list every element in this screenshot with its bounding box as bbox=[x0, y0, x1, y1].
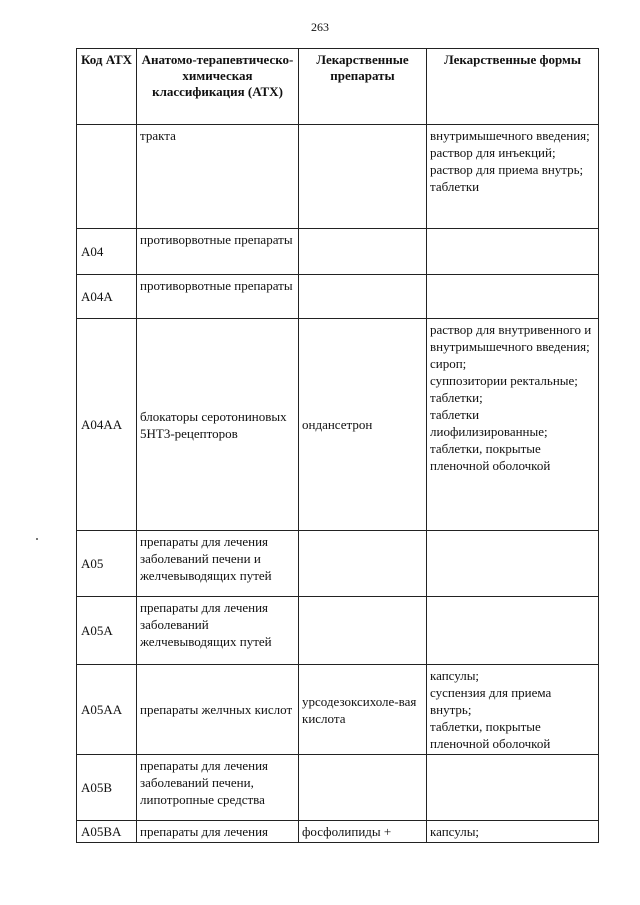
atx-classification-cell: препараты для лечения заболеваний желчевыводящих путей bbox=[137, 597, 299, 665]
atx-classification-cell: препараты желчных кислот bbox=[137, 665, 299, 755]
dosage-form-item: раствор для внутривенного и внутримышечного введения; bbox=[430, 322, 592, 354]
atx-code-cell bbox=[77, 125, 137, 229]
table-row bbox=[77, 275, 599, 319]
dosage-forms-cell bbox=[427, 229, 599, 275]
dosage-form-item: таблетки bbox=[430, 179, 480, 194]
dosage-form-item: таблетки; bbox=[430, 390, 483, 405]
dosage-form-item: таблетки, покрытые пленочной оболочкой bbox=[430, 441, 551, 473]
atx-code-cell: A04 bbox=[77, 229, 137, 275]
dosage-form-item: таблетки лиофилизированные; bbox=[430, 407, 548, 439]
drug-cell: фосфолипиды + bbox=[299, 821, 427, 843]
drug-cell: урсодезоксихоле-вая кислота bbox=[299, 665, 427, 755]
atx-code-cell: A05BA bbox=[77, 821, 137, 843]
dosage-form-item: суспензия для приема внутрь; bbox=[430, 685, 552, 717]
dosage-form-item: внутримышечного введения; bbox=[430, 128, 590, 143]
dosage-forms-cell bbox=[427, 531, 599, 597]
dosage-form-item: таблетки, покрытые пленочной оболочкой bbox=[430, 719, 551, 751]
dosage-forms-cell bbox=[427, 755, 599, 821]
dosage-forms-cell bbox=[427, 275, 599, 319]
header-atx-classification: Анатомо-терапевтическо-химическая классификация (АТХ) bbox=[137, 49, 299, 125]
table-row bbox=[77, 531, 599, 597]
header-dosage-forms: Лекарственные формы bbox=[427, 49, 599, 125]
atx-classification-cell: противорвотные препараты bbox=[137, 275, 299, 319]
drug-cell bbox=[299, 597, 427, 665]
drug-cell: ондансетрон bbox=[299, 319, 427, 531]
table-row bbox=[77, 665, 599, 755]
header-drugs: Лекарственные препараты bbox=[299, 49, 427, 125]
atx-classification-cell: блокаторы серотониновых 5HT3-рецепторов bbox=[137, 319, 299, 531]
table-row bbox=[77, 597, 599, 665]
atx-code-cell: A04A bbox=[77, 275, 137, 319]
table-row bbox=[77, 125, 599, 229]
dosage-form-item: сироп; bbox=[430, 356, 467, 371]
atx-code-cell: A05AA bbox=[77, 665, 137, 755]
atx-classification-cell: противорвотные препараты bbox=[137, 229, 299, 275]
table-row bbox=[77, 229, 599, 275]
table-row bbox=[77, 755, 599, 821]
dosage-form-item: раствор для инъекций; bbox=[430, 145, 556, 160]
table-header-row bbox=[77, 49, 599, 125]
atx-table bbox=[76, 48, 599, 843]
dosage-form-item: капсулы; bbox=[430, 668, 480, 683]
atx-code-cell: A04AA bbox=[77, 319, 137, 531]
dosage-forms-cell bbox=[427, 597, 599, 665]
page-number: 263 bbox=[311, 20, 329, 34]
atx-classification-cell: тракта bbox=[137, 125, 299, 229]
atx-code-cell: A05 bbox=[77, 531, 137, 597]
table-row bbox=[77, 821, 599, 843]
header-code: Код АТХ bbox=[77, 49, 137, 125]
dosage-forms-cell bbox=[427, 821, 599, 843]
table-row bbox=[77, 319, 599, 531]
drug-cell bbox=[299, 275, 427, 319]
drug-cell bbox=[299, 531, 427, 597]
atx-code-cell: A05A bbox=[77, 597, 137, 665]
dosage-form-item: капсулы; bbox=[430, 824, 480, 839]
dosage-forms-cell bbox=[427, 319, 599, 531]
atx-classification-cell: препараты для лечения bbox=[137, 821, 299, 843]
drug-cell bbox=[299, 229, 427, 275]
dosage-forms-cell bbox=[427, 665, 599, 755]
dosage-form-item: суппозитории ректальные; bbox=[430, 373, 578, 388]
atx-code-cell: A05B bbox=[77, 755, 137, 821]
drug-cell bbox=[299, 755, 427, 821]
drug-cell bbox=[299, 125, 427, 229]
dosage-form-item: раствор для приема внутрь; bbox=[430, 162, 584, 177]
atx-classification-cell: препараты для лечения заболеваний печени и желчевыводящих путей bbox=[137, 531, 299, 597]
atx-classification-cell: препараты для лечения заболеваний печени, липотропные средства bbox=[137, 755, 299, 821]
dosage-forms-cell bbox=[427, 125, 599, 229]
scan-dot bbox=[36, 538, 38, 540]
